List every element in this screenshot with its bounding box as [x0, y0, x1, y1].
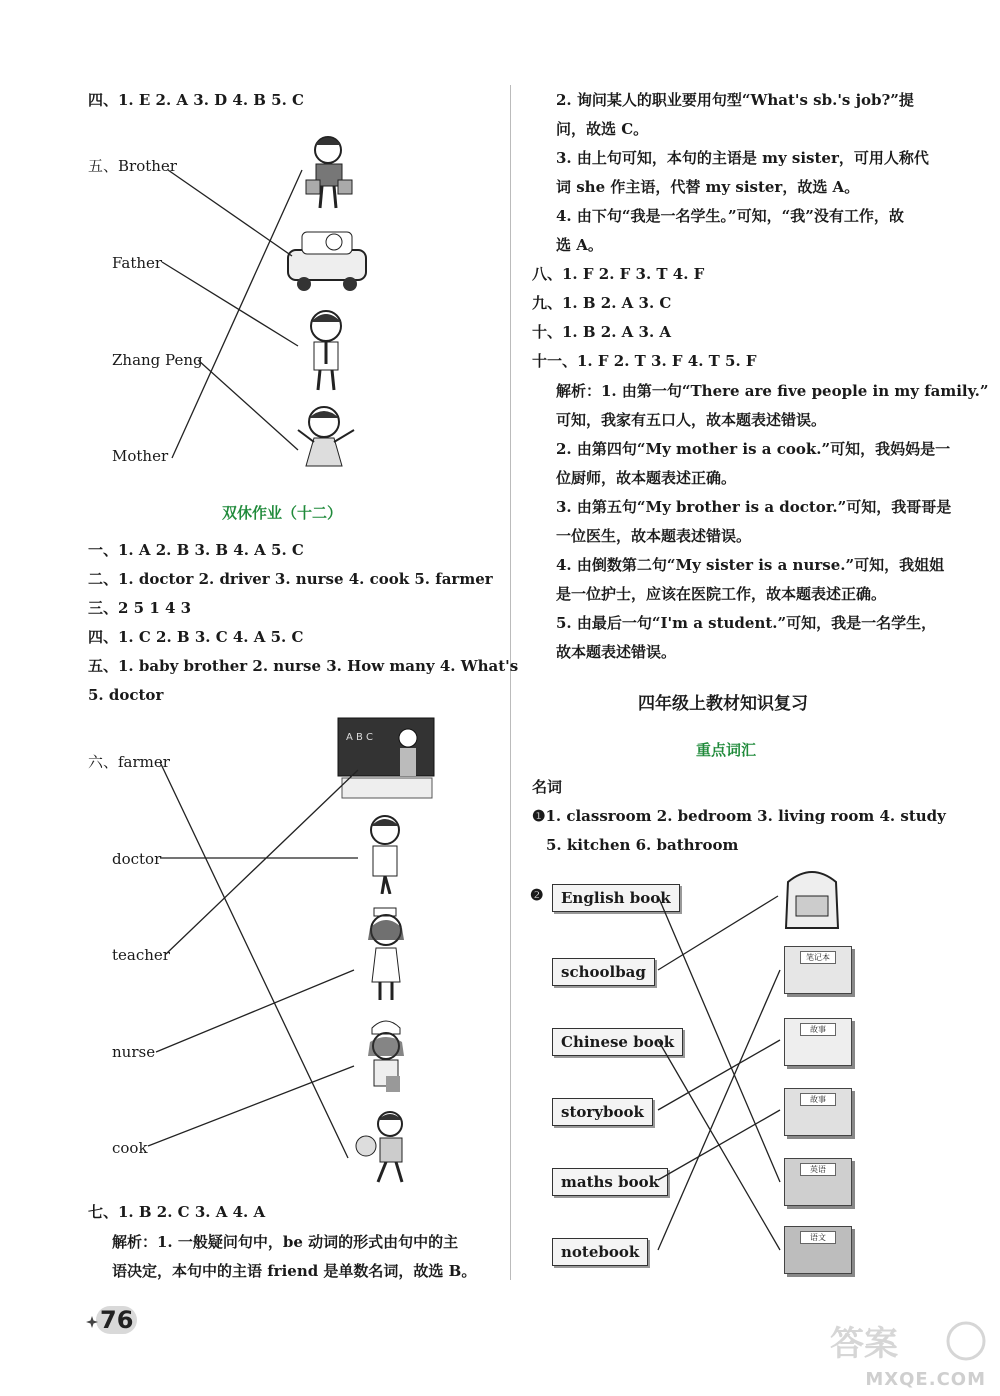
book-label-maths: maths book: [552, 1168, 668, 1196]
svg-text:答案: 答案: [830, 1324, 898, 1364]
match-label-mother: Mother: [112, 447, 169, 465]
q2-marker: ❷: [530, 886, 544, 904]
right-line-12: 可知，我家有五口人，故本题表述错误。: [556, 411, 827, 429]
right-line-19: 5. 由最后一句“I'm a student.”可知，我是一名学生，: [556, 614, 937, 632]
line-brother-car: [168, 170, 292, 256]
answer-line-hw-6: 5. doctor: [88, 686, 164, 704]
line-notebook: [658, 970, 780, 1250]
review-title: 四年级上教材知识复习: [638, 694, 808, 714]
watermark-text: MXQE.COM: [865, 1369, 986, 1390]
right-line-14: 位厨师，故本题表述正确。: [556, 469, 737, 487]
watermark-logo-image: [826, 1319, 986, 1365]
match-label-cook: cook: [112, 1139, 148, 1157]
answer-line-hw-2: 二、1. doctor 2. driver 3. nurse 4. cook 5. farmer: [88, 570, 493, 588]
right-line-17: 4. 由倒数第二句“My sister is a nurse.”可知，我姐姐: [556, 556, 945, 574]
line-zhangpeng-mother: [198, 360, 298, 450]
notebook-cover-label: 笔记本: [800, 951, 836, 964]
match-label-teacher: teacher: [112, 946, 170, 964]
book-label-chinese: Chinese book: [552, 1028, 683, 1056]
line-farmer: [160, 762, 348, 1158]
page-number: 76: [96, 1306, 137, 1334]
line-mother-brother: [172, 170, 302, 458]
vocab-line-2: 5. kitchen 6. bathroom: [546, 836, 739, 854]
match-label-nurse: nurse: [112, 1043, 156, 1061]
line-father-boy: [162, 262, 298, 346]
right-line-20: 故本题表述错误。: [556, 643, 677, 661]
right-line-2: 问，故选 C。: [556, 120, 649, 138]
svg-text:A B C: A B C: [346, 732, 374, 743]
book-label-english: English book: [552, 884, 680, 912]
right-line-16: 一位医生，故本题表述错误。: [556, 527, 752, 545]
chinese-book-cover-label: 语文: [800, 1231, 836, 1244]
match-label-brother: 五、Brother: [88, 157, 177, 175]
line-storybook: [658, 1040, 780, 1110]
storybook-cover-label-2: 故事: [800, 1093, 836, 1106]
answer-line-hw-5: 五、1. baby brother 2. nurse 3. How many 4. What's: [88, 657, 519, 675]
match-label-farmer: 六、farmer: [88, 753, 170, 771]
answer-line-hw-4: 四、1. C 2. B 3. C 4. A 5. C: [88, 628, 304, 646]
line-maths-book: [658, 1110, 780, 1180]
noun-label: 名词: [532, 778, 563, 796]
answer-line-s8: 八、1. F 2. F 3. T 4. F: [532, 265, 705, 283]
star-icon: [86, 1316, 98, 1328]
right-line-1: 2. 询问某人的职业要用句型“What's sb.'s job?”提: [556, 91, 914, 109]
right-line-3: 3. 由上句可知，本句的主语是 my sister，可用人称代: [556, 149, 929, 167]
book-label-schoolbag: schoolbag: [552, 958, 655, 986]
line-nurse: [156, 970, 354, 1052]
line-teacher: [166, 770, 358, 954]
answer-line-s7: 七、1. B 2. C 3. A 4. A: [88, 1203, 266, 1221]
match-label-zhang-peng: Zhang Peng: [112, 351, 203, 369]
line-english-book: [658, 896, 780, 1182]
right-line-11: 解析：1. 由第一句“There are five people in my family.”: [556, 382, 989, 400]
line-schoolbag: [658, 896, 778, 970]
right-line-5: 4. 由下句“我是一名学生。”可知，“我”没有工作，故: [556, 207, 904, 225]
analysis-note-line-1: 解析：1. 一般疑问句中，be 动词的形式由句中的主: [112, 1233, 459, 1251]
homework-title: 双休作业（十二）: [222, 504, 343, 522]
right-line-6: 选 A。: [556, 236, 603, 254]
right-line-13: 2. 由第四句“My mother is a cook.”可知，我妈妈是一: [556, 440, 951, 458]
right-line-15: 3. 由第五句“My brother is a doctor.”可知，我哥哥是: [556, 498, 952, 516]
book-label-notebook: notebook: [552, 1238, 648, 1266]
vocab-line-1: ❶1. classroom 2. bedroom 3. living room 4. study: [532, 807, 946, 825]
answer-line-s4: 四、1. E 2. A 3. D 4. B 5. C: [88, 91, 304, 109]
answer-line-s10: 十、1. B 2. A 3. A: [532, 323, 672, 341]
answer-line-s11: 十一、1. F 2. T 3. F 4. T 5. F: [532, 352, 757, 370]
right-line-4: 词 she 作主语，代替 my sister，故选 A。: [556, 178, 860, 196]
match-label-father: Father: [112, 254, 163, 272]
storybook-cover-label-1: 故事: [800, 1023, 836, 1036]
answer-line-hw-3: 三、2 5 1 4 3: [88, 599, 192, 617]
right-line-18: 是一位护士，应该在医院工作，故本题表述正确。: [556, 585, 887, 603]
answer-line-s9: 九、1. B 2. A 3. C: [532, 294, 672, 312]
answer-line-hw-1: 一、1. A 2. B 3. B 4. A 5. C: [88, 541, 304, 559]
watermark: [826, 1319, 986, 1390]
match-label-doctor: doctor: [112, 850, 162, 868]
english-book-cover-label: 英语: [800, 1163, 836, 1176]
vocab-title: 重点词汇: [696, 741, 757, 759]
analysis-note-line-2: 语决定，本句中的主语 friend 是单数名词，故选 B。: [112, 1262, 477, 1280]
book-label-storybook: storybook: [552, 1098, 653, 1126]
